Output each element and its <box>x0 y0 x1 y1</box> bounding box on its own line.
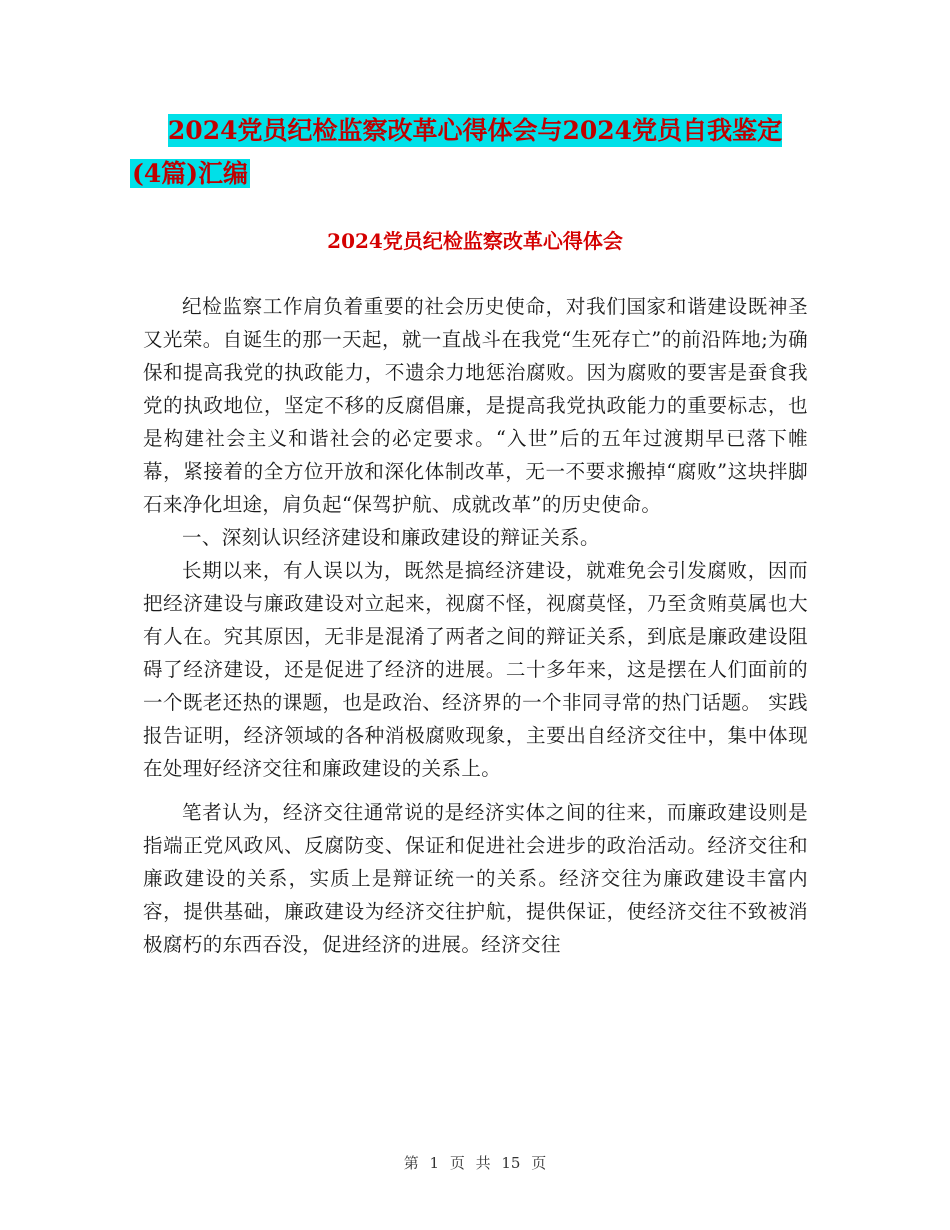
title-highlight-1: 2024党员纪检监察改革心得体会与2024党员自我鉴定 <box>167 116 783 145</box>
page-footer: 第 1 页 共 15 页 <box>403 1154 547 1172</box>
section-title: 2024党员纪检监察改革心得体会 <box>327 229 623 253</box>
paragraph-1: 纪检监察工作肩负着重要的社会历史使命，对我们国家和谐建设既神圣又光荣。自诞生的那一天起，就一直战斗在我党“生死存亡”的前沿阵地;为确保和提高我党的执政能力，不遗余力地惩治腐败。因为腐败的要害是蚕食我党的执政地位，坚定不移的反腐倡廉，是提高我党执政能力的重要标志，也是构建社会主义和谐社会的必定要求。“入世”后的五年过渡期早已落下帷幕，紧接着的全方位开放和深化体制改革，无一不要求搬掉“腐败”这块拌脚石来净化坦途，肩负起“保驾护航、成就改革”的历史使命。 <box>143 295 808 516</box>
body-text <box>143 290 808 961</box>
title-highlight-2: (4篇)汇编 <box>132 159 249 188</box>
paragraph-3: 长期以来，有人误以为，既然是搞经济建设，就难免会引发腐败，因而把经济建设与廉政建设对立起来，视腐不怪，视腐莫怪，乃至贪贿莫属也大有人在。究其原因，无非是混淆了两者之间的辩证关系，到底是廉政建设阻碍了经济建设，还是促进了经济的进展。二十多年来，这是摆在人们面前的一个既老还热的课题，也是政治、经济界的一个非同寻常的热门话题。 实践报告证明，经济领域的各种消极腐败现象，主要出自经济交往中，集中体现在处理好经济交往和廉政建设的关系上。 <box>143 559 808 780</box>
document-title-line-2 <box>130 159 250 189</box>
document-title-line-1 <box>0 116 950 146</box>
paragraph-4: 笔者认为，经济交往通常说的是经济实体之间的往来，而廉政建设则是指端正党风政风、反腐防变、保证和促进社会进步的政治活动。经济交往和廉政建设的关系，实质上是辩证统一的关系。经济交往为廉政建设丰富内容，提供基础，廉政建设为经济交往护航，提供保证，使经济交往不致被消极腐朽的东西吞没，促进经济的进展。经济交往 <box>143 801 808 956</box>
paragraph-2: 一、深刻认识经济建设和廉政建设的辩证关系。 <box>182 526 600 549</box>
